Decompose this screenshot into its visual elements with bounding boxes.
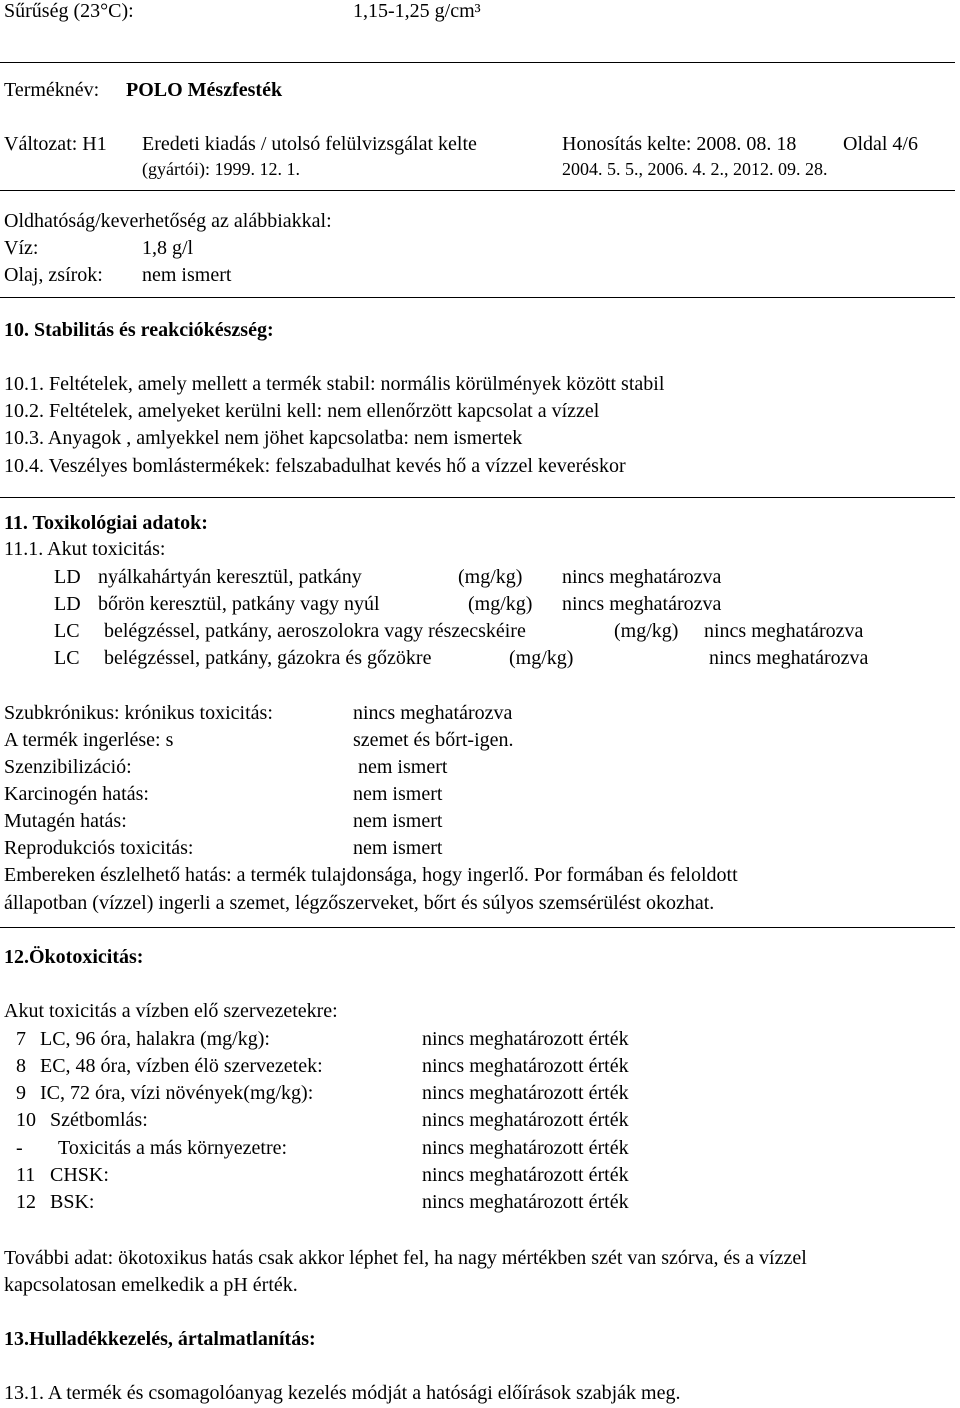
tox-row-desc: nyálkahártyán keresztül, patkány [98,566,362,588]
further-info: További adat: ökotoxikus hatás csak akkor léphet fel, ha nagy mértékben szét van szórva, és a vízzel [4,1247,807,1269]
tox-row-desc: belégzéssel, patkány, aeroszolokra vagy részecskéire [104,620,526,642]
tox-row-desc: belégzéssel, patkány, gázokra és gőzökre [104,647,432,669]
prop-label: Szubkrónikus: krónikus toxicitás: [4,702,273,724]
tox-row-code: LC [54,647,80,669]
tox-row-unit: (mg/kg) [458,566,523,588]
section13-title: 13.Hulladékkezelés, ártalmatlanítás: [4,1328,316,1350]
approval-date: Honosítás kelte: 2008. 08. 18 [562,133,797,155]
eco-row-label: LC, 96 óra, halakra (mg/kg): [40,1028,270,1050]
section12-title: 12.Ökotoxicitás: [4,946,144,968]
further-info: kapcsolatosan emelkedik a pH érték. [4,1274,298,1296]
prop-value: nincs meghatározva [353,702,513,724]
page-number: Oldal 4/6 [843,133,918,155]
tox-row-unit: (mg/kg) [614,620,679,642]
human-effects: állapotban (vízzel) ingerli a szemet, légzőszerveket, bőrt és súlyos szemsérülést okozhat. [4,892,715,914]
density-value: 1,15-1,25 g/cm³ [353,0,481,22]
density-label: Sűrűség (23°C): [4,0,134,22]
prop-value: nem ismert [358,756,448,778]
prop-label: Mutagén hatás: [4,810,127,832]
section13-item: 13.1. A termék és csomagolóanyag kezelés módját a hatósági előírások szabják meg. [4,1382,681,1404]
oil-label: Olaj, zsírok: [4,264,103,286]
acute-toxicity-title: 11.1. Akut toxicitás: [4,538,166,560]
tox-row-unit: (mg/kg) [468,593,533,615]
eco-row-value: nincs meghatározott érték [422,1137,629,1159]
eco-row-value: nincs meghatározott érték [422,1028,629,1050]
eco-row-value: nincs meghatározott érték [422,1109,629,1131]
eco-row-num: 10 [16,1109,36,1131]
issue-date-label: Eredeti kiadás / utolsó felülvizsgálat kelte [142,133,477,155]
eco-row-label: EC, 48 óra, vízben élö szervezetek: [40,1055,323,1077]
section10-item: 10.2. Feltételek, amelyeket kerülni kell: nem ellenőrzött kapcsolat a vízzel [4,400,600,422]
tox-row-value: nincs meghatározva [562,566,722,588]
tox-row-unit: (mg/kg) [509,647,574,669]
divider [0,62,955,63]
tox-row-value: nincs meghatározva [562,593,722,615]
tox-row-code: LD [54,593,81,615]
eco-row-value: nincs meghatározott érték [422,1164,629,1186]
divider [0,297,955,298]
product-name: POLO Mészfesték [126,79,283,101]
human-effects: Embereken észlelhető hatás: a termék tulajdonsága, hogy ingerlő. Por formában és feloldott [4,864,738,886]
prop-value: nem ismert [353,837,443,859]
eco-row-value: nincs meghatározott érték [422,1082,629,1104]
approval-dates: 2004. 5. 5., 2006. 4. 2., 2012. 09. 28. [562,159,828,179]
section10-item: 10.3. Anyagok , amlyekkel nem jöhet kapcsolatba: nem ismertek [4,427,523,449]
tox-row-value: nincs meghatározva [709,647,869,669]
prop-label: Reprodukciós toxicitás: [4,837,194,859]
section11-title: 11. Toxikológiai adatok: [4,512,208,534]
eco-acute-title: Akut toxicitás a vízben elő szervezetekre: [4,1000,338,1022]
prop-value: szemet és bőrt-igen. [353,729,514,751]
divider [0,190,955,191]
prop-label: A termék ingerlése: s [4,729,174,751]
eco-row-num: 7 [16,1028,26,1050]
eco-row-label: BSK: [50,1191,95,1213]
divider [0,927,955,928]
prop-value: nem ismert [353,810,443,832]
version: Változat: H1 [4,133,107,155]
eco-row-label: CHSK: [50,1164,109,1186]
solubility-title: Oldhatóság/keverhetőség az alábbiakkal: [4,210,332,232]
product-label: Terméknév: [4,79,100,101]
tox-row-code: LC [54,620,80,642]
section10-item: 10.1. Feltételek, amely mellett a termék stabil: normális körülmények között stabil [4,373,665,395]
eco-row-num: 9 [16,1082,26,1104]
water-label: Víz: [4,237,39,259]
prop-label: Szenzibilizáció: [4,756,132,778]
eco-row-num: 8 [16,1055,26,1077]
water-value: 1,8 g/l [142,237,194,259]
tox-row-desc: bőrön keresztül, patkány vagy nyúl [98,593,380,615]
oil-value: nem ismert [142,264,232,286]
tox-row-value: nincs meghatározva [704,620,864,642]
section10-item: 10.4. Veszélyes bomlástermékek: felszabadulhat kevés hő a vízzel keveréskor [4,455,626,477]
prop-value: nem ismert [353,783,443,805]
tox-row-code: LD [54,566,81,588]
prop-label: Karcinogén hatás: [4,783,149,805]
eco-row-num: 11 [16,1164,36,1186]
issue-date: (gyártói): 1999. 12. 1. [142,159,300,179]
eco-row-value: nincs meghatározott érték [422,1191,629,1213]
section10-title: 10. Stabilitás és reakciókészség: [4,319,274,341]
eco-row-label: IC, 72 óra, vízi növények(mg/kg): [40,1082,314,1104]
eco-row-label: Toxicitás a más környezetre: [58,1137,288,1159]
eco-row-label: Szétbomlás: [50,1109,148,1131]
eco-row-num: 12 [16,1191,36,1213]
eco-row-num: - [16,1137,23,1159]
eco-row-value: nincs meghatározott érték [422,1055,629,1077]
divider [0,497,955,498]
